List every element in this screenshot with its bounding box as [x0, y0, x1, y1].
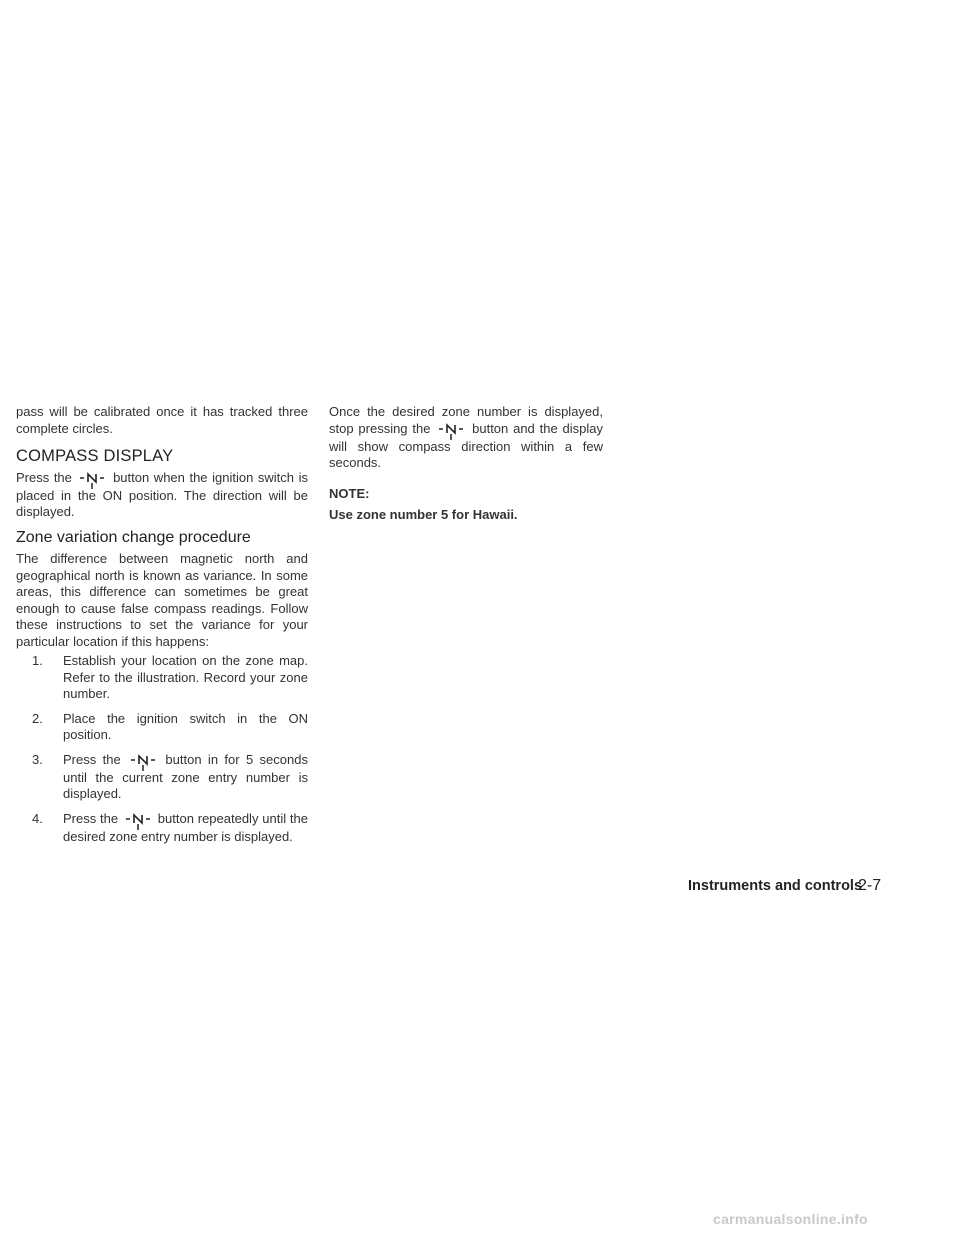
step-number: 4. [32, 810, 43, 826]
step-number: 2. [32, 710, 43, 726]
step-text-after: button in for 5 seconds until the current zone entry number is displayed. [63, 751, 308, 801]
page-footer [688, 878, 948, 898]
list-item [16, 711, 308, 744]
note-body: Use zone number 5 for Hawaii. [329, 507, 518, 522]
stop-pressing-paragraph [329, 404, 603, 472]
page-number: 2-7 [858, 877, 882, 894]
step-text-after: button repeatedly until the desired zone entry number is displayed. [63, 810, 308, 844]
right-column [329, 404, 603, 524]
step-text: Establish your location on the zone map. Refer to the illustration. Record your zone number. [63, 653, 308, 701]
list-item [16, 752, 308, 803]
watermark: carmanualsonline.info [713, 1211, 868, 1227]
list-item [16, 653, 308, 703]
compass-north-icon [129, 754, 157, 770]
step-number: 3. [32, 751, 43, 767]
step-number: 1. [32, 653, 43, 668]
heading-zone-variation: Zone variation change procedure [16, 528, 251, 546]
heading-compass-display: COMPASS DISPLAY [16, 447, 174, 465]
compass-north-icon [437, 423, 465, 439]
compass-north-icon [78, 472, 106, 488]
procedure-steps [16, 653, 308, 845]
step-text-before: Press the [63, 751, 121, 767]
step-text: Place the ignition switch in the ON position. [63, 710, 308, 742]
compass-display-paragraph [16, 470, 308, 521]
list-item [16, 811, 308, 846]
text-before-icon: Press the [16, 469, 72, 485]
zone-variation-paragraph: The difference between magnetic north and geographical north is known as variance. In some areas, this difference can sometimes be great enough to cause false compass readings. Follow these instructions to set the variance for your particular location if this happens: [16, 551, 308, 649]
intro-paragraph: pass will be calibrated once it has tracked three complete circles. [16, 404, 308, 436]
left-column [16, 404, 308, 853]
compass-north-icon [124, 813, 152, 829]
text-after-icon: button and the display will show compass direction within a few seconds. [329, 420, 603, 470]
text-before-icon: Once the desired zone number is displayed, stop pressing the [329, 404, 603, 436]
section-title: Instruments and controls [688, 878, 863, 894]
note-heading: NOTE: [329, 485, 370, 501]
text-after-icon: button when the ignition switch is placed in the ON position. The direction will be displayed. [16, 469, 308, 519]
step-text-before: Press the [63, 810, 119, 826]
